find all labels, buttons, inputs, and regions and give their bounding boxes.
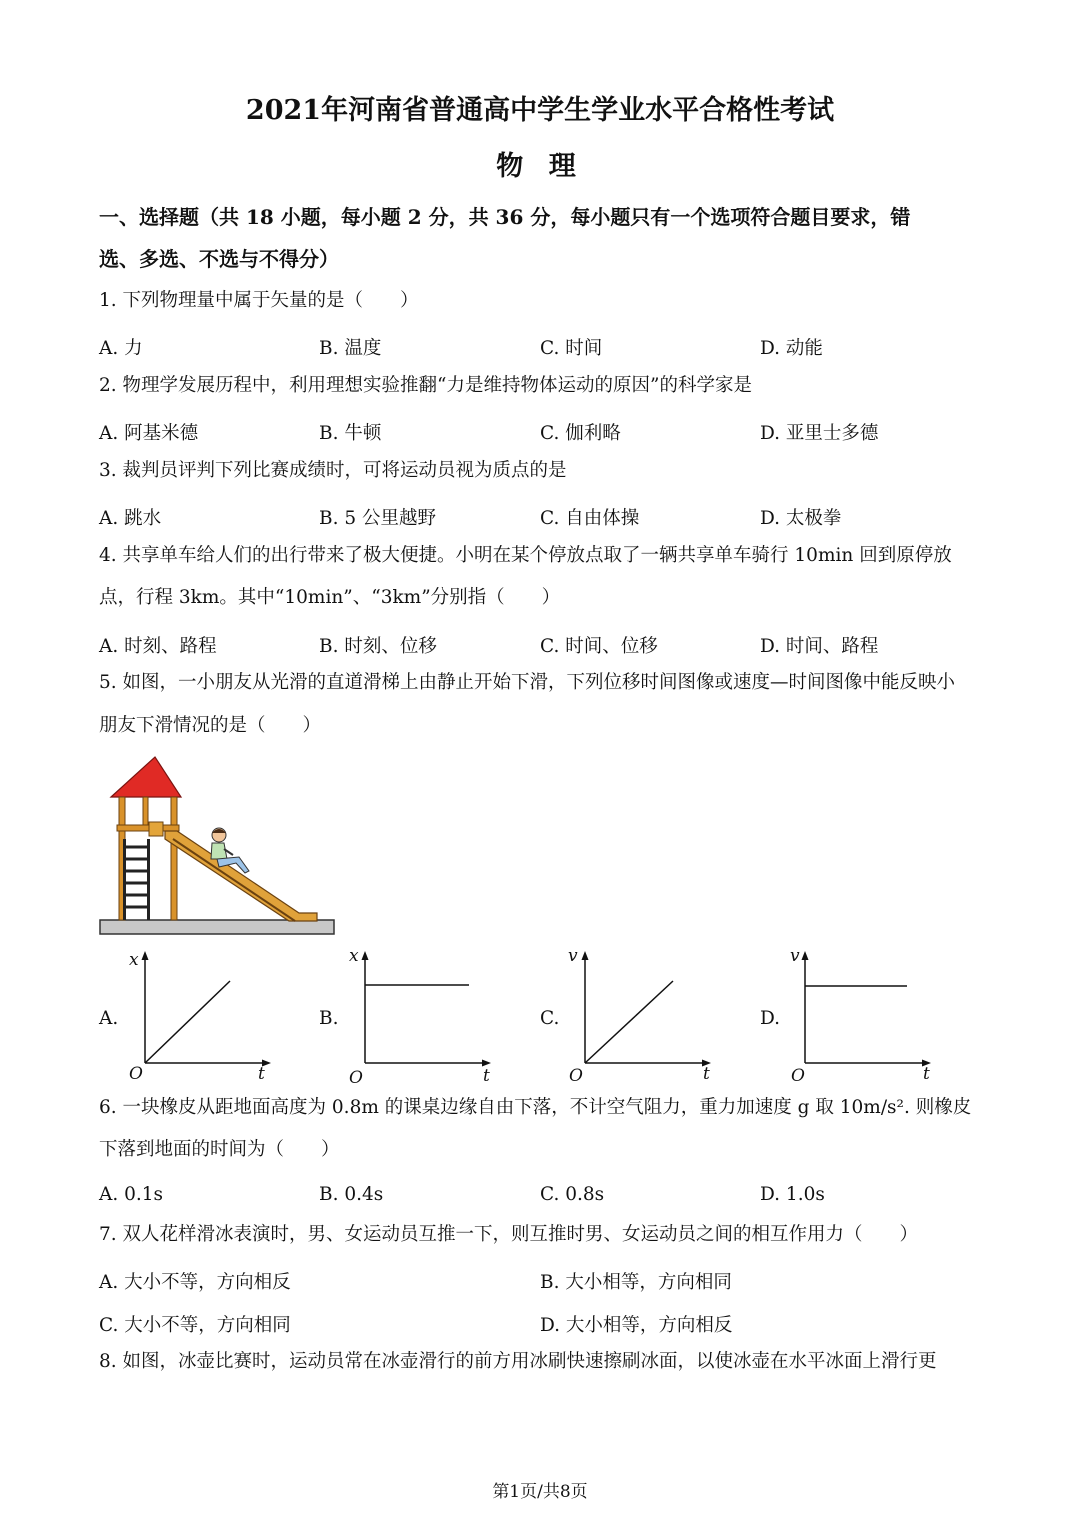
q7-option-c: C. 大小不等，方向相同 (99, 1315, 291, 1336)
q3-option-d: D. 太极拳 (760, 508, 842, 529)
question-5-stem-line1: 5. 如图，一小朋友从光滑的直道滑梯上由静止开始下滑，下列位移时间图像或速度—时间图像中能反映小 (99, 672, 956, 693)
origin-label: O (791, 1066, 805, 1086)
question-2-stem: 2. 物理学发展历程中，利用理想实验推翻“力是维持物体运动的原因”的科学家是 (99, 375, 752, 396)
q7-option-d: D. 大小相等，方向相反 (540, 1315, 733, 1336)
q1-option-a: A. 力 (99, 338, 143, 359)
q1-option-b: B. 温度 (319, 338, 382, 359)
q7-option-b: B. 大小相等，方向相同 (540, 1272, 732, 1293)
graph-c-vt-diagonal (565, 945, 715, 1090)
q3-option-c: C. 自由体操 (540, 508, 640, 529)
q6-option-b: B. 0.4s (319, 1184, 384, 1205)
q5-option-d: D. (760, 1008, 781, 1029)
q2-option-a: A. 阿基米德 (99, 423, 199, 444)
section-heading-line1: 一、选择题（共 18 小题，每小题 2 分，共 36 分，每小题只有一个选项符合题目要求，错 (99, 205, 911, 229)
q2-option-b: B. 牛顿 (319, 423, 382, 444)
question-3-stem: 3. 裁判员评判下列比赛成绩时，可将运动员视为质点的是 (99, 460, 567, 481)
q2-option-c: C. 伽利略 (540, 423, 621, 444)
origin-label: O (129, 1064, 143, 1084)
q6-option-c: C. 0.8s (540, 1184, 605, 1205)
page-number: 第1页/共8页 (492, 1482, 588, 1502)
question-1-stem: 1. 下列物理量中属于矢量的是（ ） (99, 290, 419, 311)
question-8-stem-line1: 8. 如图，冰壶比赛时，运动员常在冰壶滑行的前方用冰刷快速擦刷冰面，以使冰壶在水平冰面上滑行更 (99, 1351, 937, 1372)
question-6-stem-line1: 6. 一块橡皮从距地面高度为 0.8m 的课桌边缘自由下落，不计空气阻力，重力加速度 g 取 10m/s². 则橡皮 (99, 1097, 972, 1118)
question-5-stem-line2: 朋友下滑情况的是（ ） (99, 715, 322, 736)
section-heading-line2: 选、多选、不选与不得分） (99, 247, 339, 271)
axis-label-x: t (483, 1066, 490, 1086)
q6-option-a: A. 0.1s (99, 1184, 164, 1205)
question-6-stem-line2: 下落到地面的时间为（ ） (99, 1139, 340, 1160)
graph-b-xt-horizontal (345, 945, 495, 1090)
q4-option-a: A. 时刻、路程 (99, 636, 217, 657)
q1-option-c: C. 时间 (540, 338, 603, 359)
axis-label-y: x (129, 950, 139, 970)
q6-option-d: D. 1.0s (760, 1184, 825, 1205)
q4-option-b: B. 时刻、位移 (319, 636, 437, 657)
axis-label-y: v (790, 946, 800, 966)
q3-option-b: B. 5 公里越野 (319, 508, 437, 529)
question-7-stem: 7. 双人花样滑冰表演时，男、女运动员互推一下，则互推时男、女运动员之间的相互作用力（ ） (99, 1224, 919, 1245)
axis-label-x: t (258, 1064, 265, 1084)
axis-label-y: v (568, 946, 578, 966)
axis-label-x: t (703, 1064, 710, 1084)
q5-option-a: A. (99, 1008, 119, 1029)
graph-a-xt-diagonal (125, 945, 275, 1090)
slide-illustration (99, 755, 339, 940)
subject-title: 物 理 (496, 151, 584, 182)
q2-option-d: D. 亚里士多德 (760, 423, 879, 444)
origin-label: O (569, 1066, 583, 1086)
exam-title: 2021年河南省普通高中学生学业水平合格性考试 (245, 95, 835, 126)
q4-option-c: C. 时间、位移 (540, 636, 658, 657)
graph-d-vt-horizontal (785, 945, 935, 1090)
q4-option-d: D. 时间、路程 (760, 636, 879, 657)
q5-option-b: B. (319, 1008, 339, 1029)
question-4-stem-line1: 4. 共享单车给人们的出行带来了极大便捷。小明在某个停放点取了一辆共享单车骑行 10min 回到原停放 (99, 545, 952, 566)
q7-option-a: A. 大小不等，方向相反 (99, 1272, 291, 1293)
q3-option-a: A. 跳水 (99, 508, 162, 529)
q1-option-d: D. 动能 (760, 338, 823, 359)
axis-label-x: t (923, 1064, 930, 1084)
q5-option-c: C. (540, 1008, 560, 1029)
question-4-stem-line2: 点，行程 3km。其中“10min”、“3km”分别指（ ） (99, 587, 561, 608)
origin-label: O (349, 1068, 363, 1088)
axis-label-y: x (349, 946, 359, 966)
